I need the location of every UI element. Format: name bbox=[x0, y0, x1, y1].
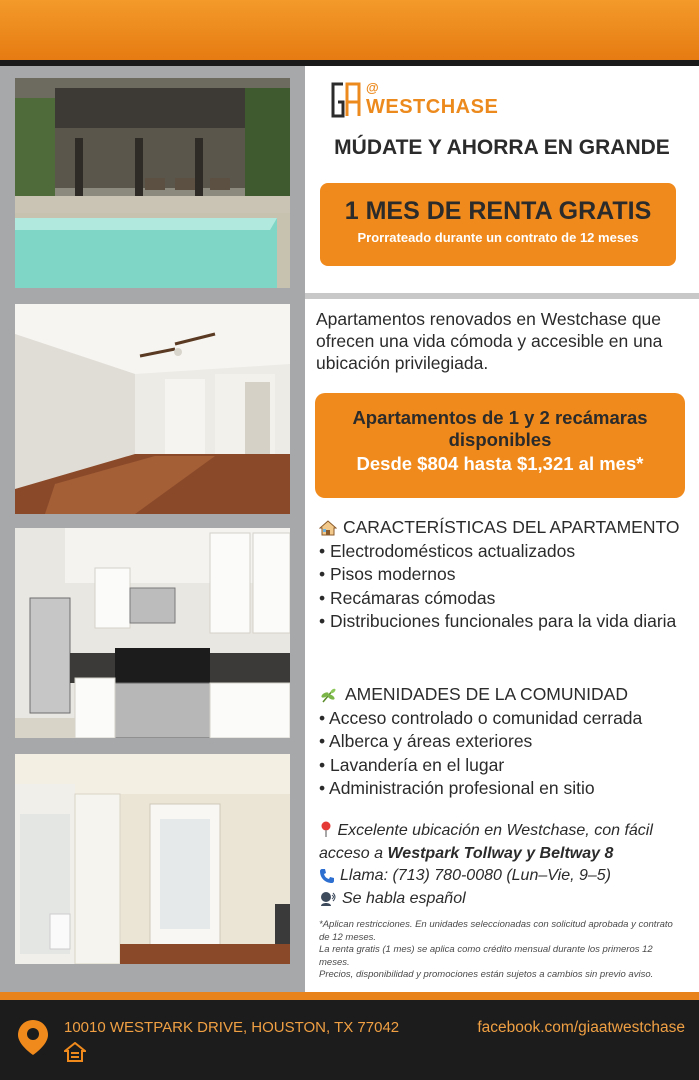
kitchen-photo bbox=[15, 528, 290, 738]
promo-subtitle: Prorrateado durante un contrato de 12 meses bbox=[357, 230, 639, 245]
speaking-head-icon bbox=[319, 891, 337, 907]
intro-text: Apartamentos renovados en Westchase que ofrecen una vida cómoda y accesible en una ubicación privilegiada. bbox=[316, 309, 663, 373]
headline: MÚDATE Y AHORRA EN GRANDE bbox=[334, 136, 670, 159]
fine-print-line: Precios, disponibilidad y promociones están sujetos a cambios sin previo aviso. bbox=[319, 969, 654, 980]
amenities-title: AMENIDADES DE LA COMUNIDAD bbox=[345, 684, 628, 704]
living-room-photo bbox=[15, 304, 290, 514]
promo-title: 1 MES DE RENTA GRATIS bbox=[344, 197, 652, 225]
logo-at: @ bbox=[366, 80, 379, 95]
pricing-line1: Apartamentos de 1 y 2 recámaras disponibles bbox=[352, 407, 648, 450]
location-text bbox=[319, 820, 689, 865]
footer-address: 10010 WESTPARK DRIVE, HOUSTON, TX 77042 bbox=[64, 1019, 400, 1036]
location-highways: Westpark Tollway y Beltway 8 bbox=[387, 844, 614, 862]
features-title: CARACTERÍSTICAS DEL APARTAMENTO bbox=[343, 517, 680, 537]
amenity-item: • Acceso controlado o comunidad cerrada bbox=[319, 707, 643, 728]
house-icon bbox=[319, 520, 337, 536]
amenity-item: • Administración profesional en sitio bbox=[319, 778, 595, 798]
brand-logo bbox=[329, 80, 499, 120]
bottom-divider bbox=[0, 992, 699, 1000]
fine-print bbox=[319, 919, 684, 982]
free-rent-banner bbox=[320, 183, 676, 266]
amenities-section bbox=[319, 683, 689, 801]
fine-print-line: *Aplican restricciones. En unidades seleccionadas con solicitud aprobada y contrato de 12 meses. bbox=[319, 919, 673, 943]
feature-item: • Pisos modernos bbox=[319, 564, 456, 584]
feature-item: • Electrodomésticos actualizados bbox=[319, 540, 576, 561]
map-pin-icon bbox=[319, 821, 333, 837]
sprout-icon bbox=[319, 687, 339, 703]
phone-icon bbox=[319, 868, 335, 884]
pricing-banner bbox=[315, 393, 685, 498]
amenity-item: • Alberca y áreas exteriores bbox=[319, 731, 533, 751]
footer bbox=[0, 1000, 699, 1080]
feature-item: • Distribuciones funcionales para la vida diaria bbox=[319, 611, 677, 631]
top-banner bbox=[0, 0, 699, 60]
gia-logo-icon bbox=[329, 80, 363, 120]
feature-item: • Recámaras cómodas bbox=[319, 587, 496, 608]
logo-name: WESTCHASE bbox=[366, 96, 499, 118]
pool-photo bbox=[15, 78, 290, 288]
phone-text[interactable]: Llama: (713) 780-0080 (Lun–Vie, 9–5) bbox=[340, 867, 611, 884]
location-prefix: Excelente ubicación en Westchase, con fácil acceso a bbox=[319, 822, 653, 862]
section-divider bbox=[305, 293, 699, 299]
features-section bbox=[319, 516, 689, 634]
facebook-link[interactable]: facebook.com/giaatwestchase bbox=[477, 1019, 685, 1036]
contact-block bbox=[319, 820, 689, 910]
language-text: Se habla español bbox=[342, 889, 466, 907]
entry-photo bbox=[15, 754, 290, 964]
fine-print-line: La renta gratis (1 mes) se aplica como crédito mensual durante los primeros 12 meses. bbox=[319, 944, 653, 968]
location-pin-icon bbox=[16, 1018, 50, 1056]
equal-housing-icon bbox=[64, 1042, 86, 1062]
pricing-line2: Desde $804 hasta $1,321 al mes* bbox=[356, 453, 644, 474]
amenity-item: • Lavandería en el lugar bbox=[319, 754, 505, 775]
